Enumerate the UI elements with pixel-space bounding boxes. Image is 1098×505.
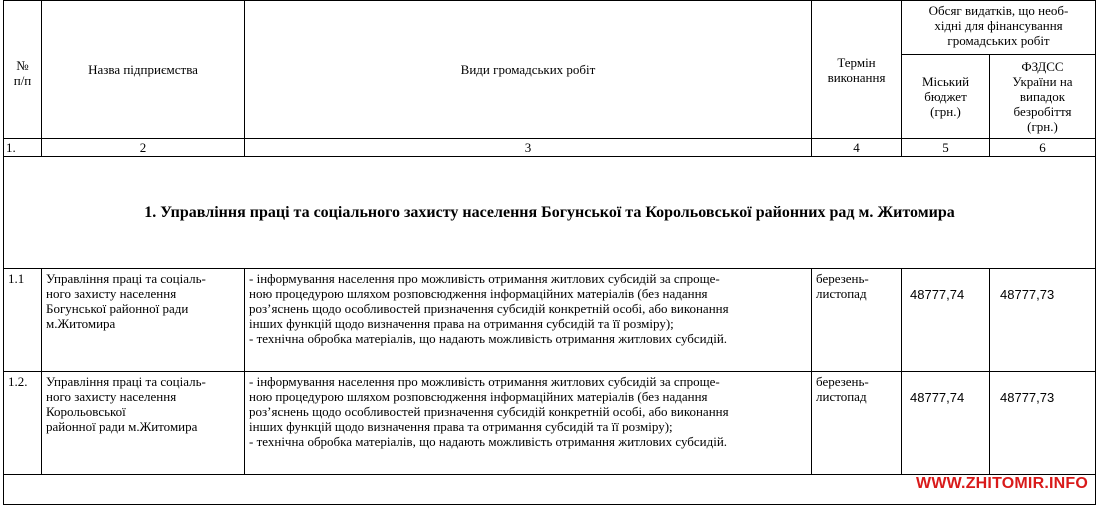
header-company	[42, 1, 245, 139]
column-number: 3	[245, 139, 812, 157]
row-company: Управління праці та соціаль- ного захисту населення Корольовської районної ради м.Житомира	[42, 372, 245, 475]
table-row	[4, 269, 1096, 372]
column-number: 5	[902, 139, 990, 157]
column-number: 6	[990, 139, 1096, 157]
column-number: 1.	[4, 139, 42, 157]
column-number: 2	[42, 139, 245, 157]
header-num	[4, 1, 42, 139]
row-number: 1.2.	[4, 372, 42, 475]
header-expenses-label: Обсяг видатків, що необ- хідні для фінансування громадських робіт	[928, 3, 1069, 48]
header-works-label: Види громадських робіт	[460, 62, 596, 77]
row-works: - інформування населення про можливість отримання житлових субсидій за спроще- ною процедурою шляхом розповсюдження інформаційних матеріалів (без надання роз’яснень щодо особливостей призначення субсидій конкретній особі, або виконання інших функцій щодо визначення права та отримання субсидій та її розміру); - технічна обробка матеріалів, що надають можливість отримання житлових субсидій.	[245, 372, 812, 475]
public-works-table	[3, 0, 1096, 505]
row-city-budget: 48777,74	[902, 372, 990, 475]
row-fzdss: 48777,73	[990, 372, 1096, 475]
header-num-label: № п/п	[13, 57, 32, 88]
row-fzdss: 48777,73	[990, 269, 1096, 372]
header-fzdss	[990, 55, 1096, 139]
table-row	[4, 372, 1096, 475]
row-term: березень- листопад	[812, 269, 902, 372]
row-city-budget: 48777,74	[902, 269, 990, 372]
header-city-budget	[902, 55, 990, 139]
row-number: 1.1	[4, 269, 42, 372]
column-numbers-row	[4, 139, 1096, 157]
header-city-budget-label: Міський бюджет (грн.)	[921, 74, 970, 119]
header-company-label: Назва підприємства	[88, 62, 198, 77]
header-term	[812, 1, 902, 139]
header-fzdss-label: ФЗДСС України на випадок безробіття (грн.)	[1012, 59, 1073, 134]
row-term: березень- листопад	[812, 372, 902, 475]
row-works: - інформування населення про можливість отримання житлових субсидій за спроще- ною процедурою шляхом розповсюдження інформаційних матеріалів (без надання роз’яснень щодо особливостей призначення субсидій конкретній особі, або виконання інших функцій щодо визначення права на отримання субсидій та її розміру); - технічна обробка матеріалів, що надають можливість отримання житлових субсидій.	[245, 269, 812, 372]
section-title: 1. Управління праці та соціального захисту населення Богунської та Корольовської районних рад м. Житомира	[4, 157, 1096, 269]
header-term-label: Термін виконання	[827, 54, 886, 85]
column-number: 4	[812, 139, 902, 157]
header-works	[245, 1, 812, 139]
row-company: Управління праці та соціаль- ного захисту населення Богунської районної ради м.Житомира	[42, 269, 245, 372]
site-watermark: WWW.ZHITOMIR.INFO	[916, 475, 1088, 492]
header-expenses	[902, 1, 1096, 55]
